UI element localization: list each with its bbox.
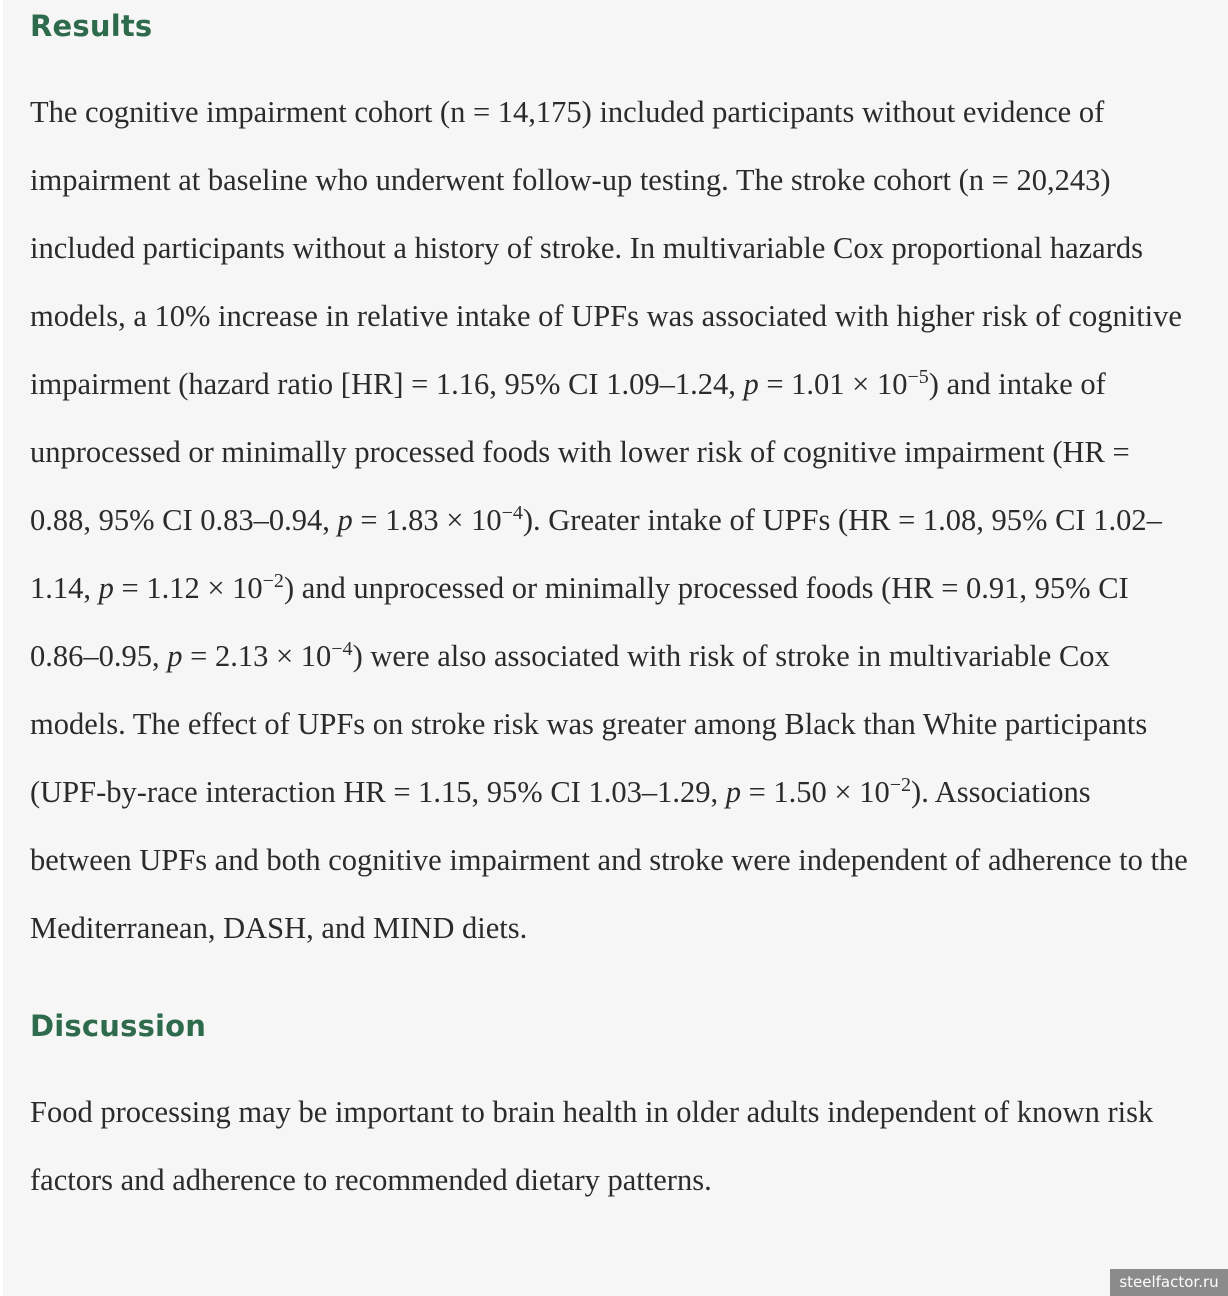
exponent: −2: [262, 570, 284, 592]
results-text-10: = 1.50 × 10: [740, 775, 890, 809]
results-text-4: = 1.83 × 10: [352, 503, 502, 537]
results-text-11: ). Associations between UPFs and both cognitive impairment and stroke were independent of adherence to the Mediterranean, DASH, and MIND diets.: [30, 775, 1188, 945]
article-abstract: [30, 0, 1198, 1214]
results-paragraph: [30, 78, 1198, 962]
results-text-6: = 1.12 × 10: [113, 571, 263, 605]
watermark: steelfactor.ru: [1110, 1269, 1228, 1296]
results-text-7: ) and unprocessed or minimally processed foods (HR = 0.91, 95% CI 0.86–0.95,: [30, 571, 1129, 673]
results-text-9: ) were also associated with risk of stroke in multivariable Cox models. The effect of UPFs on stroke risk was greater among Black than White participants (UPF-by-race interaction HR = 1.15, 95% CI 1.03–1.29,: [30, 639, 1148, 809]
results-text-5: ). Greater intake of UPFs (HR = 1.08, 95% CI 1.02–1.14,: [30, 503, 1162, 605]
results-text-8: = 2.13 × 10: [182, 639, 332, 673]
p-symbol: p: [98, 571, 114, 605]
results-text-2: = 1.01 × 10: [758, 367, 908, 401]
p-symbol: p: [337, 503, 353, 537]
results-heading: Results: [30, 9, 153, 43]
exponent: −5: [907, 366, 929, 388]
results-text-3: ) and intake of unprocessed or minimally processed foods with lower risk of cognitive impairment (HR = 0.88, 95% CI 0.83–0.94,: [30, 367, 1130, 537]
exponent: −2: [889, 774, 912, 796]
exponent: −4: [501, 502, 523, 524]
page-edge: [0, 0, 3, 1296]
p-symbol: p: [167, 639, 183, 673]
discussion-heading: Discussion: [30, 1009, 207, 1043]
discussion-paragraph: Food processing may be important to brain health in older adults independent of known risk factors and adherence to recommended dietary patterns.: [30, 1095, 1154, 1197]
p-symbol: p: [743, 367, 759, 401]
results-text-1: The cognitive impairment cohort (n = 14,175) included participants without evidence of impairment at baseline who underwent follow-up testing. The stroke cohort (n = 20,243) included participants without a history of stroke. In multivariable Cox proportional hazards models, a 10% increase in relative intake of UPFs was associated with higher risk of cognitive impairment (hazard ratio [HR] = 1.16, 95% CI 1.09–1.24,: [30, 95, 1182, 401]
p-symbol: p: [725, 775, 741, 809]
exponent: −4: [331, 638, 353, 660]
